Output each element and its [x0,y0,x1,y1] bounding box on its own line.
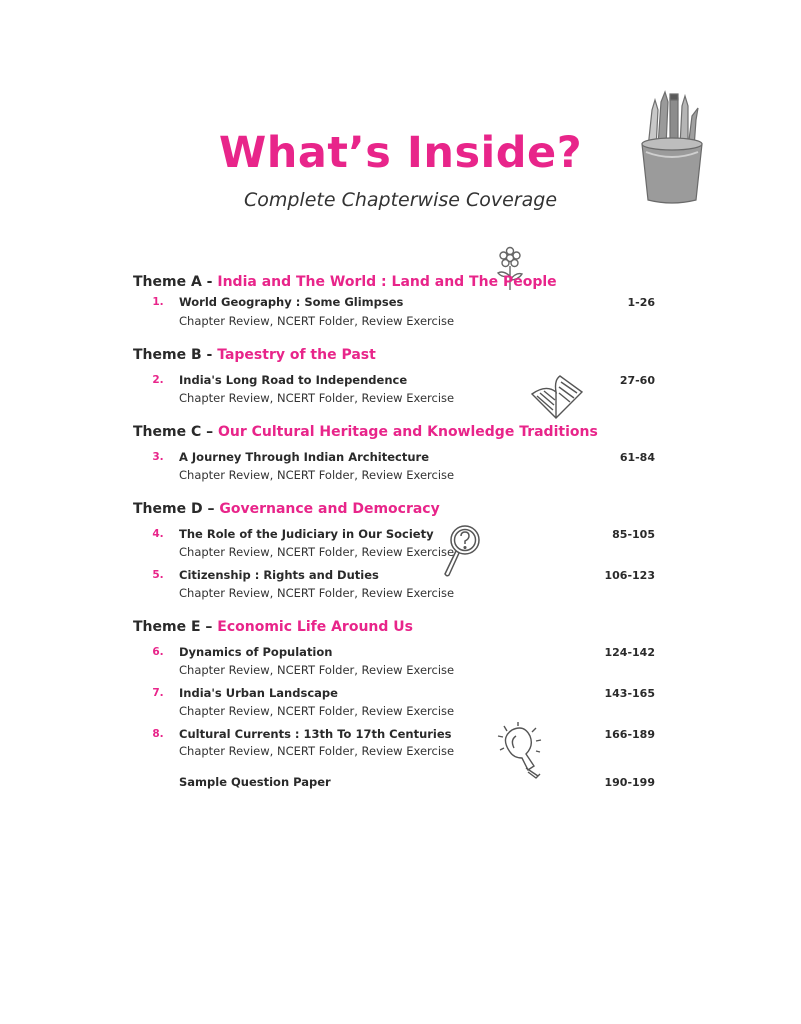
theme-d-heading [133,501,440,517]
chapter-number: 8. [152,728,164,740]
theme-c-heading [133,424,598,440]
chapter-pages: 61-84 [619,451,655,464]
theme-title: Economic Life Around Us [217,619,413,635]
chapter-number: 3. [152,451,164,463]
chapter-contents: Chapter Review, NCERT Folder, Review Exercise [179,704,455,718]
chapter-number: 4. [152,528,164,540]
chapter-title: Dynamics of Population [179,645,333,659]
chapter-pages: 1-26 [627,296,655,309]
theme-a-heading [133,274,557,290]
chapter-pages: 106-123 [604,569,655,582]
chapter-number: 7. [152,687,164,699]
theme-title: Our Cultural Heritage and Knowledge Traditions [218,424,598,440]
theme-prefix: Theme D – [133,501,220,517]
chapter-title: Cultural Currents : 13th To 17th Centuries [179,727,452,741]
theme-e-heading [133,619,413,635]
chapter-title: The Role of the Judiciary in Our Society [179,527,434,541]
sample-paper-pages: 190-199 [604,776,655,789]
chapter-number: 1. [152,296,164,308]
chapter-contents: Chapter Review, NCERT Folder, Review Exercise [179,545,455,559]
theme-prefix: Theme E – [133,619,218,635]
chapter-contents: Chapter Review, NCERT Folder, Review Exercise [179,314,455,328]
chapter-number: 2. [152,374,164,386]
chapter-title: Citizenship : Rights and Duties [179,568,379,582]
chapter-number: 5. [152,569,164,581]
chapter-title: India's Urban Landscape [179,686,338,700]
theme-prefix: Theme B - [133,347,218,363]
sample-paper-title: Sample Question Paper [179,775,331,789]
chapter-pages: 27-60 [619,374,655,387]
chapter-pages: 124-142 [604,646,655,659]
theme-prefix: Theme C – [133,424,218,440]
theme-prefix: Theme A - [133,274,218,290]
lightbulb-icon [496,722,552,784]
page-subtitle: Complete Chapterwise Coverage [243,189,558,211]
pencil-cup-icon [632,88,712,208]
chapter-pages: 85-105 [612,528,655,541]
chapter-pages: 143-165 [604,687,655,700]
chapter-number: 6. [152,646,164,658]
chapter-contents: Chapter Review, NCERT Folder, Review Exercise [179,468,455,482]
theme-title: Governance and Democracy [219,501,440,517]
page-title: What’s Inside? [218,128,583,178]
theme-title: Tapestry of the Past [217,347,376,363]
chapter-pages: 166-189 [604,728,655,741]
open-book-icon [528,372,586,422]
theme-b-heading [133,347,376,363]
theme-title: India and The World : Land and The People [217,274,557,290]
chapter-contents: Chapter Review, NCERT Folder, Review Exercise [179,391,455,405]
chapter-title: India's Long Road to Independence [179,373,408,387]
chapter-contents: Chapter Review, NCERT Folder, Review Exercise [179,663,455,677]
chapter-title: A Journey Through Indian Architecture [179,450,430,464]
chapter-contents: Chapter Review, NCERT Folder, Review Exercise [179,744,455,758]
chapter-contents: Chapter Review, NCERT Folder, Review Exercise [179,586,455,600]
chapter-title: World Geography : Some Glimpses [179,295,404,309]
